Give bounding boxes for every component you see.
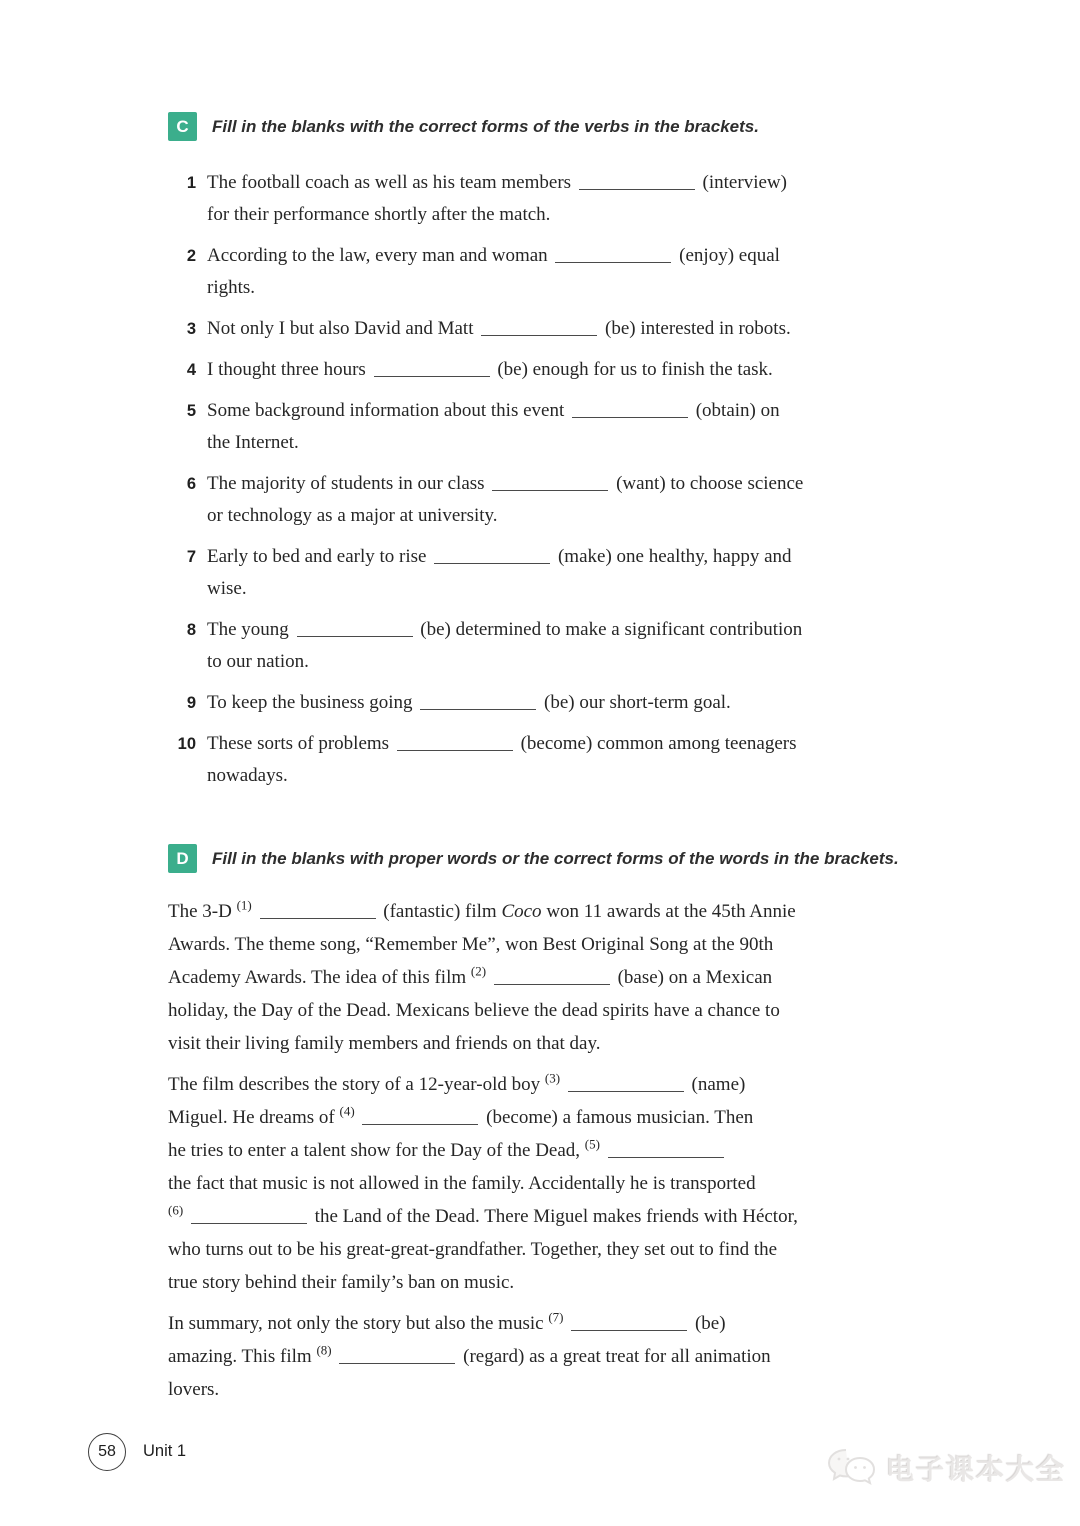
superscript-number: (6) <box>168 1202 184 1218</box>
fill-in-blank <box>397 748 513 751</box>
text-line: Not only I but also David and Matt (be) interested in robots. <box>207 318 791 339</box>
section-c-items <box>168 167 968 792</box>
exercise-item <box>168 167 968 231</box>
watermark-text: 电子课本大全 <box>886 1454 1067 1485</box>
text-line: he tries to enter a talent show for the Day of the Dead, $^{(5)}$ <box>168 1134 938 1167</box>
fill-in-blank <box>297 634 413 637</box>
text-line: the fact that music is not allowed in the family. Accidentally he is transported <box>168 1173 756 1194</box>
text-line: The football coach as well as his team members (interview) <box>207 172 787 193</box>
text-line: The young (be) determined to make a significant contribution <box>207 619 803 640</box>
exercise-item <box>168 468 968 532</box>
section-d-badge: D <box>168 844 197 873</box>
item-number: 10 <box>177 735 196 753</box>
section-c-header <box>168 112 968 141</box>
section-d-paragraphs <box>168 895 938 1406</box>
exercise-item <box>168 728 968 792</box>
fill-in-blank <box>555 260 671 263</box>
item-number: 2 <box>186 247 196 265</box>
item-text <box>207 728 967 792</box>
text-line: who turns out to be his great-great-grandfather. Together, they set out to find the <box>168 1239 778 1260</box>
fill-in-blank <box>579 187 695 190</box>
text-line: To keep the business going (be) our short-term goal. <box>207 692 731 713</box>
page-content <box>168 112 968 1414</box>
page-number: 58 <box>98 1443 116 1460</box>
item-number: 3 <box>186 320 196 338</box>
text-line: The 3-D $^{(1)}$ (fantastic) film Coco won 11 awards at the 45th Annie <box>168 897 796 922</box>
text-line: Academy Awards. The idea of this film $^{(2)}$ (base) on a Mexican <box>168 963 773 988</box>
text-line: Some background information about this event (obtain) on <box>207 400 780 421</box>
fill-in-blank <box>362 1122 478 1125</box>
text-line: holiday, the Day of the Dead. Mexicans believe the dead spirits have a chance to <box>168 1000 780 1021</box>
fill-in-blank <box>191 1221 307 1224</box>
item-number: 6 <box>186 475 196 493</box>
text-line: The majority of students in our class (want) to choose science <box>207 473 804 494</box>
item-text <box>207 313 967 345</box>
exercise-item <box>168 541 968 605</box>
text-line: In summary, not only the story but also the music $^{(7)}$ (be) <box>168 1309 726 1334</box>
item-text <box>207 354 967 386</box>
fill-in-blank <box>492 488 608 491</box>
text-line: rights. <box>207 277 256 298</box>
text-line: lovers. <box>168 1379 220 1400</box>
watermark <box>826 1446 1066 1490</box>
superscript-number: (4) <box>339 1103 355 1119</box>
text-line: for their performance shortly after the match. <box>207 204 551 225</box>
fill-in-blank <box>568 1089 684 1092</box>
unit-label: Unit 1 <box>143 1442 187 1460</box>
text-line: nowadays. <box>207 765 288 786</box>
fill-in-blank <box>374 374 490 377</box>
exercise-item <box>168 395 968 459</box>
italic-title: Coco <box>501 901 542 922</box>
text-line: According to the law, every man and woman (enjoy) equal <box>207 245 780 266</box>
section-c <box>168 112 968 792</box>
text-line: I thought three hours (be) enough for us to finish the task. <box>207 359 773 380</box>
exercise-item <box>168 687 968 719</box>
item-number: 5 <box>186 402 196 420</box>
text-line: These sorts of problems (become) common among teenagers <box>207 733 797 754</box>
fill-in-blank <box>571 1328 687 1331</box>
item-text <box>207 468 967 532</box>
section-c-badge: C <box>168 112 197 141</box>
page-number-circle <box>88 1433 126 1471</box>
superscript-number: (2) <box>470 963 487 979</box>
text-line: true story behind their family’s ban on music. <box>168 1272 515 1293</box>
superscript-number: (3) <box>544 1070 561 1086</box>
fill-in-blank <box>481 333 597 336</box>
text-line: the Internet. <box>207 432 299 453</box>
item-number: 9 <box>186 694 196 712</box>
text-line: amazing. This film $^{(8)}$ (regard) as a great treat for all animation <box>168 1342 771 1367</box>
exercise-item <box>168 614 968 678</box>
superscript-number: (8) <box>316 1342 332 1358</box>
cloze-paragraph <box>168 1307 938 1406</box>
superscript-number: (7) <box>548 1309 564 1325</box>
text-line: $^{(6)}$ the Land of the Dead. There Miguel makes friends with Héctor, <box>168 1202 798 1227</box>
item-number: 1 <box>186 174 196 192</box>
text-line: Awards. The theme song, “Remember Me”, won Best Original Song at the 90th <box>168 934 774 955</box>
speech-bubbles-icon <box>826 1446 878 1490</box>
text-line: The film describes the story of a 12-year-old boy $^{(3)}$ (name) <box>168 1070 746 1095</box>
fill-in-blank <box>420 707 536 710</box>
section-c-instruction: Fill in the blanks with the correct forms of the verbs in the brackets. <box>212 116 759 136</box>
section-d-header <box>168 844 968 873</box>
superscript-number: (5) <box>584 1136 600 1152</box>
item-number: 4 <box>186 361 196 379</box>
fill-in-blank <box>494 982 610 985</box>
fill-in-blank <box>434 561 550 564</box>
superscript-number: (1) <box>236 897 252 913</box>
fill-in-blank <box>260 916 376 919</box>
item-number: 7 <box>186 548 196 566</box>
exercise-item <box>168 354 968 386</box>
item-text <box>207 687 967 719</box>
text-line: Early to bed and early to rise (make) one healthy, happy and <box>207 546 792 567</box>
item-number: 8 <box>186 621 196 639</box>
item-text <box>207 541 967 605</box>
cloze-paragraph <box>168 895 938 1060</box>
item-text <box>207 395 967 459</box>
exercise-item <box>168 313 968 345</box>
text-line: or technology as a major at university. <box>207 505 498 526</box>
text-line: wise. <box>207 578 247 599</box>
exercise-item <box>168 240 968 304</box>
section-d <box>168 844 968 1406</box>
section-d-instruction: Fill in the blanks with proper words or the correct forms of the words in the brackets. <box>212 848 899 868</box>
text-line: visit their living family members and friends on that day. <box>168 1033 601 1054</box>
text-line: Miguel. He dreams of $^{(4)}$ (become) a famous musician. Then <box>168 1103 754 1128</box>
fill-in-blank <box>339 1361 455 1364</box>
item-text <box>207 240 967 304</box>
fill-in-blank <box>572 415 688 418</box>
item-text <box>207 614 967 678</box>
item-text <box>207 167 967 231</box>
text-line: to our nation. <box>207 651 309 672</box>
fill-in-blank <box>608 1155 724 1158</box>
cloze-paragraph <box>168 1068 938 1299</box>
